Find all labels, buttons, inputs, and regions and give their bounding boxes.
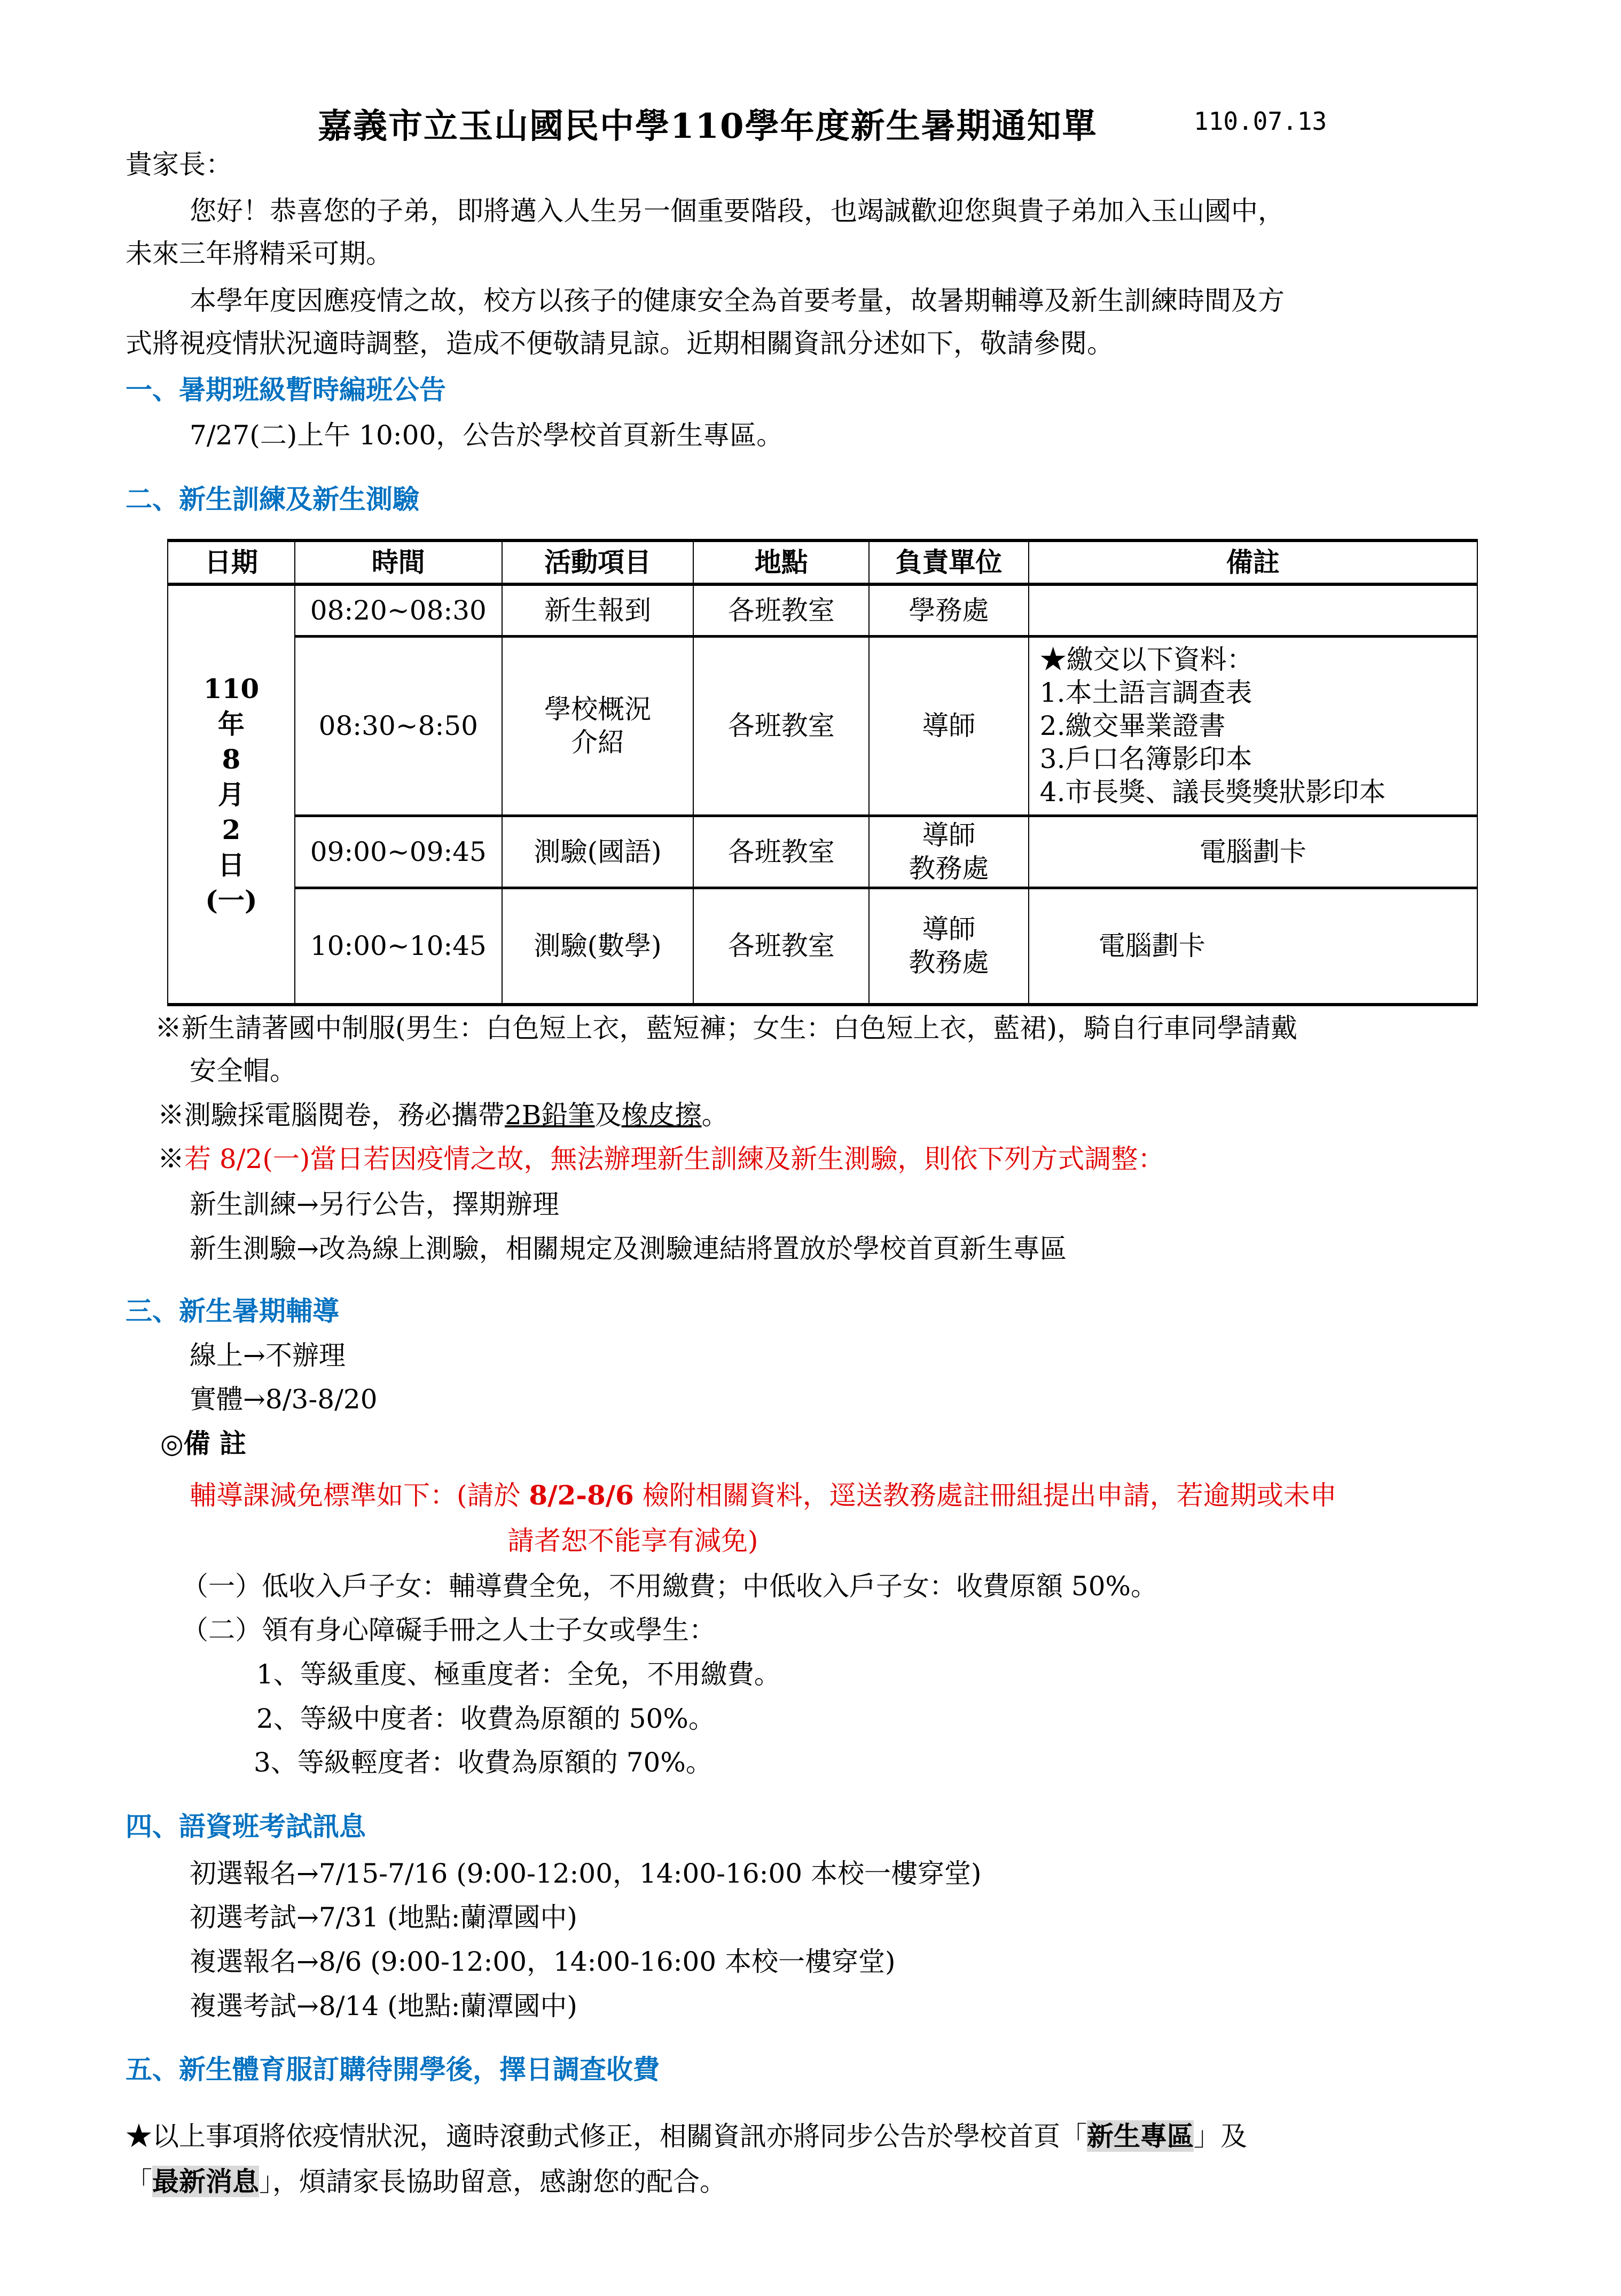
date-part: 110 [203, 672, 260, 704]
date-part: 年 [217, 708, 245, 740]
note-covid-mark: ※ [158, 1143, 184, 1174]
header-place: 地點 [693, 540, 869, 584]
header-note: 備註 [1029, 540, 1477, 584]
note-line: ★繳交以下資料： [1039, 644, 1254, 675]
note-exam-eraser: 橡皮擦 [621, 1100, 702, 1131]
note-exam [158, 1099, 729, 1131]
footer-line-1-a: ★以上事項將依疫情狀況，適時滾動式修正，相關資訊亦將同步公告於學校首頁「 [126, 2121, 1087, 2152]
intro-paragraph-2-line-2: 式將視疫情狀況適時調整，造成不便敬請見諒。近期相關資訊分述如下，敬請參閱。 [126, 328, 1114, 359]
note-cell: 電腦劃卡 [1029, 816, 1477, 888]
date-cell [168, 584, 295, 1005]
time-cell: 08:30~8:50 [295, 636, 502, 816]
section-2-heading: 二、新生訓練及新生測驗 [126, 483, 419, 515]
note-line: 3.戶口名簿影印本 [1039, 743, 1252, 774]
footer-line-1-b: 」及 [1194, 2121, 1247, 2152]
header-date: 日期 [168, 540, 295, 584]
note-cell: 電腦劃卡 [1029, 888, 1477, 1005]
activity-cell: 新生報到 [502, 584, 694, 636]
date-part: 日 [217, 849, 245, 881]
date-part: 8 [222, 743, 241, 775]
schedule-table [167, 539, 1478, 1006]
footer-highlight-new-student-zone: 新生專區 [1087, 2120, 1194, 2152]
note-uniform-line-2: 安全帽。 [190, 1055, 296, 1086]
remark-red-line-2: 請者恕不能享有減免) [507, 1525, 758, 1556]
intro-paragraph-1-line-2: 未來三年將精采可期。 [126, 238, 393, 269]
table-row [168, 584, 1477, 636]
activity-cell: 測驗(數學) [502, 888, 694, 1005]
document-title: 嘉義市立玉山國民中學110學年度新生暑期通知單 [318, 106, 1098, 146]
section-1-heading: 一、暑期班級暫時編班公告 [126, 374, 446, 405]
footer-line-2 [126, 2166, 726, 2198]
footer-line-2-a: 「 [126, 2166, 152, 2197]
time-cell: 08:20~08:30 [295, 584, 502, 636]
date-part: 月 [217, 778, 245, 810]
activity-cell: 測驗(國語) [502, 816, 694, 888]
unit-line: 教務處 [909, 852, 989, 884]
intro-paragraph-2-line-1: 本學年度因應疫情之故，校方以孩子的健康安全為首要考量，故暑期輔導及新生訓練時間及方 [190, 285, 1285, 316]
note-line: 1.本土語言調查表 [1039, 677, 1252, 708]
footer-line-2-b: 」，煩請家長協助留意，感謝您的配合。 [259, 2166, 726, 2197]
remark-item-2: （二）領有身心障礙手冊之人士子女或學生： [182, 1615, 716, 1645]
note-uniform-line-1: ※新生請著國中制服(男生：白色短上衣，藍短褲；女生：白色短上衣，藍裙)，騎自行車同學請戴 [155, 1013, 1298, 1044]
note-covid [158, 1143, 1164, 1175]
date-part: 2 [222, 813, 241, 845]
note-covid-text: 若 8/2(一)當日若因疫情之故，無法辦理新生訓練及新生測驗，則依下列方式調整： [184, 1143, 1165, 1174]
remark-red-dates: 8/2-8/6 [529, 1479, 634, 1511]
section-4-line: 初選報名→7/15-7/16 (9:00-12:00，14:00-16:00 本校一樓穿堂) [190, 1858, 982, 1889]
activity-cell [502, 636, 694, 816]
remark-title: ◎備 註 [160, 1428, 247, 1459]
time-cell: 09:00~09:45 [295, 816, 502, 888]
table-row [168, 888, 1477, 1005]
note-exam-pencil: 2B鉛筆 [505, 1100, 595, 1131]
header-time: 時間 [295, 540, 502, 584]
header-activity: 活動項目 [502, 540, 694, 584]
unit-cell: 學務處 [869, 584, 1029, 636]
unit-cell: 導師 [869, 636, 1029, 816]
place-cell: 各班教室 [693, 636, 869, 816]
document-date: 110.07.13 [1194, 107, 1327, 136]
note-cell [1029, 584, 1477, 636]
date-part: (一) [205, 884, 257, 916]
header-unit: 負責單位 [869, 540, 1029, 584]
section-3-heading: 三、新生暑期輔導 [126, 1295, 339, 1327]
note-cell [1029, 636, 1477, 816]
note-line: 4.市長獎、議長獎獎狀影印本 [1039, 777, 1386, 808]
footer-highlight-latest-news: 最新消息 [152, 2166, 259, 2197]
section-4-heading: 四、語資班考試訊息 [126, 1811, 366, 1842]
section-4-line: 初選考試→7/31 (地點:蘭潭國中) [190, 1902, 577, 1933]
table-header-row [168, 540, 1477, 584]
covid-exam: 新生測驗→改為線上測驗，相關規定及測驗連結將置放於學校首頁新生專區 [190, 1233, 1067, 1264]
place-cell: 各班教室 [693, 816, 869, 888]
footer-line-1 [126, 2120, 1247, 2152]
section-1-text: 7/27(二)上午 10:00，公告於學校首頁新生專區。 [190, 420, 784, 451]
activity-line: 介紹 [571, 727, 625, 758]
greeting: 貴家長： [126, 149, 232, 180]
remark-item-2-3: 3、等級輕度者：收費為原額的 70%。 [254, 1747, 712, 1778]
time-cell: 10:00~10:45 [295, 888, 502, 1005]
remark-red-b: 檢附相關資料，逕送教務處註冊組提出申請，若逾期或未申 [633, 1480, 1337, 1511]
unit-cell [869, 888, 1029, 1005]
place-cell: 各班教室 [693, 888, 869, 1005]
note-line: 2.繳交畢業證書 [1039, 710, 1226, 741]
section-3-physical: 實體→8/3-8/20 [190, 1384, 378, 1415]
remark-item-1: （一）低收入戶子女：輔導費全免，不用繳費；中低收入戶子女：收費原額 50%。 [182, 1571, 1158, 1602]
section-4-line: 複選報名→8/6 (9:00-12:00，14:00-16:00 本校一樓穿堂) [190, 1946, 896, 1977]
note-exam-mid: 及 [594, 1100, 622, 1131]
table-row [168, 636, 1477, 816]
note-exam-end: 。 [701, 1100, 729, 1131]
place-cell: 各班教室 [693, 584, 869, 636]
remark-item-2-2: 2、等級中度者：收費為原額的 50%。 [256, 1703, 715, 1734]
remark-item-2-1: 1、等級重度、極重度者：全免，不用繳費。 [256, 1659, 781, 1690]
remark-red-a: 輔導課減免標準如下：(請於 [190, 1480, 529, 1511]
unit-line: 教務處 [909, 947, 989, 978]
unit-cell [869, 816, 1029, 888]
activity-line: 學校概況 [544, 694, 652, 725]
intro-paragraph-1-line-1: 您好！恭喜您的子弟，即將邁入人生另一個重要階段，也竭誠歡迎您與貴子弟加入玉山國中， [190, 195, 1285, 226]
section-4-line: 複選考試→8/14 (地點:蘭潭國中) [190, 1991, 577, 2021]
section-3-online: 線上→不辦理 [190, 1340, 346, 1371]
remark-red-line-1 [190, 1479, 1337, 1511]
unit-line: 導師 [922, 819, 976, 851]
section-5-heading: 五、新生體育服訂購待開學後，擇日調查收費 [126, 2054, 660, 2085]
note-exam-prefix: ※測驗採電腦閱卷，務必攜帶 [158, 1100, 505, 1131]
unit-line: 導師 [922, 914, 976, 945]
covid-training: 新生訓練→另行公告，擇期辦理 [190, 1189, 559, 1220]
table-row [168, 816, 1477, 888]
